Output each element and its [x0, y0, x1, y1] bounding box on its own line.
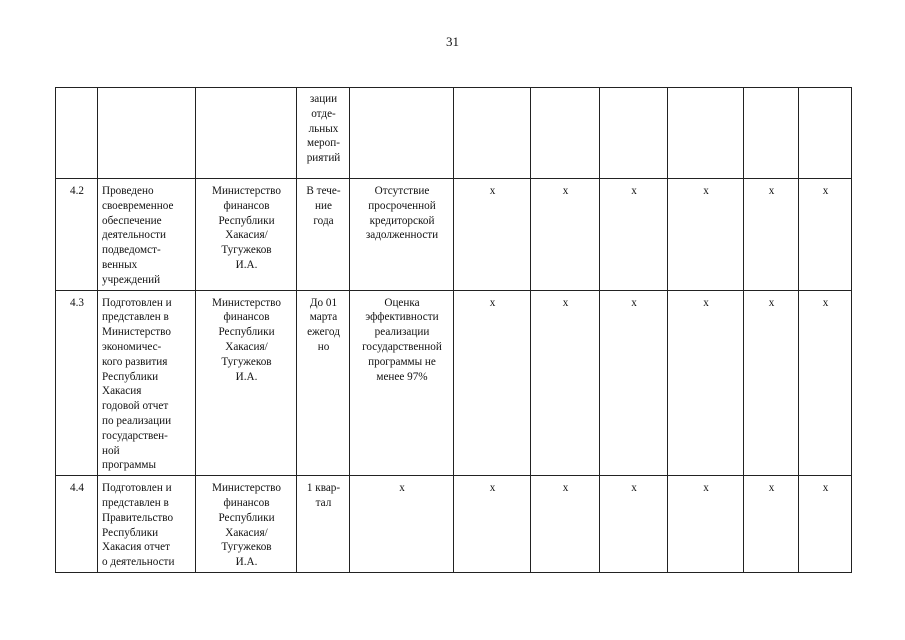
mark-cell: x [799, 179, 852, 291]
mark-cell [600, 88, 668, 179]
term-cell: До 01 марта ежегод но [297, 290, 350, 476]
executor-cell: Министерство финансов Республики Хакасия/ Тугужеков И.А. [196, 290, 297, 476]
table-row [56, 476, 852, 573]
row-number-cell [56, 88, 98, 179]
mark-cell [744, 88, 799, 179]
term-cell: 1 квар- тал [297, 476, 350, 573]
result-cell: x [350, 476, 454, 573]
page-number: 31 [446, 34, 459, 49]
measure-name-cell: Подготовлен и представлен в Правительство Республики Хакасия отчет о деятельности [98, 476, 196, 573]
mark-cell [668, 88, 744, 179]
result-cell: Оценка эффективности реализации государственной программы не менее 97% [350, 290, 454, 476]
mark-cell: x [600, 476, 668, 573]
mark-cell: x [531, 290, 600, 476]
term-cell: В тече- ние года [297, 179, 350, 291]
result-cell: Отсутствие просроченной кредиторской задолженности [350, 179, 454, 291]
mark-cell [531, 88, 600, 179]
table-row [56, 290, 852, 476]
term-cell: зации отде- льных мероп- риятий [297, 88, 350, 179]
mark-cell: x [799, 476, 852, 573]
row-number-cell: 4.4 [56, 476, 98, 573]
mark-cell: x [799, 290, 852, 476]
mark-cell: x [531, 179, 600, 291]
mark-cell: x [531, 476, 600, 573]
mark-cell: x [454, 179, 531, 291]
table-row [56, 179, 852, 291]
row-number-cell: 4.3 [56, 290, 98, 476]
measure-name-cell: Подготовлен и представлен в Министерство экономичес- кого развития Республики Хакасия годовой отчет по реализации государствен- ной программы [98, 290, 196, 476]
mark-cell: x [668, 290, 744, 476]
mark-cell: x [600, 290, 668, 476]
executor-cell: Министерство финансов Республики Хакасия/ Тугужеков И.А. [196, 476, 297, 573]
executor-cell [196, 88, 297, 179]
mark-cell: x [454, 476, 531, 573]
mark-cell: x [600, 179, 668, 291]
mark-cell [454, 88, 531, 179]
mark-cell: x [668, 179, 744, 291]
mark-cell: x [668, 476, 744, 573]
row-number-cell: 4.2 [56, 179, 98, 291]
mark-cell: x [744, 179, 799, 291]
measure-name-cell [98, 88, 196, 179]
executor-cell: Министерство финансов Республики Хакасия/ Тугужеков И.А. [196, 179, 297, 291]
mark-cell: x [744, 290, 799, 476]
mark-cell: x [744, 476, 799, 573]
mark-cell: x [454, 290, 531, 476]
result-cell [350, 88, 454, 179]
measure-name-cell: Проведено своевременное обеспечение деятельности подведомст- венных учреждений [98, 179, 196, 291]
table-row [56, 88, 852, 179]
plan-table [55, 87, 852, 573]
mark-cell [799, 88, 852, 179]
